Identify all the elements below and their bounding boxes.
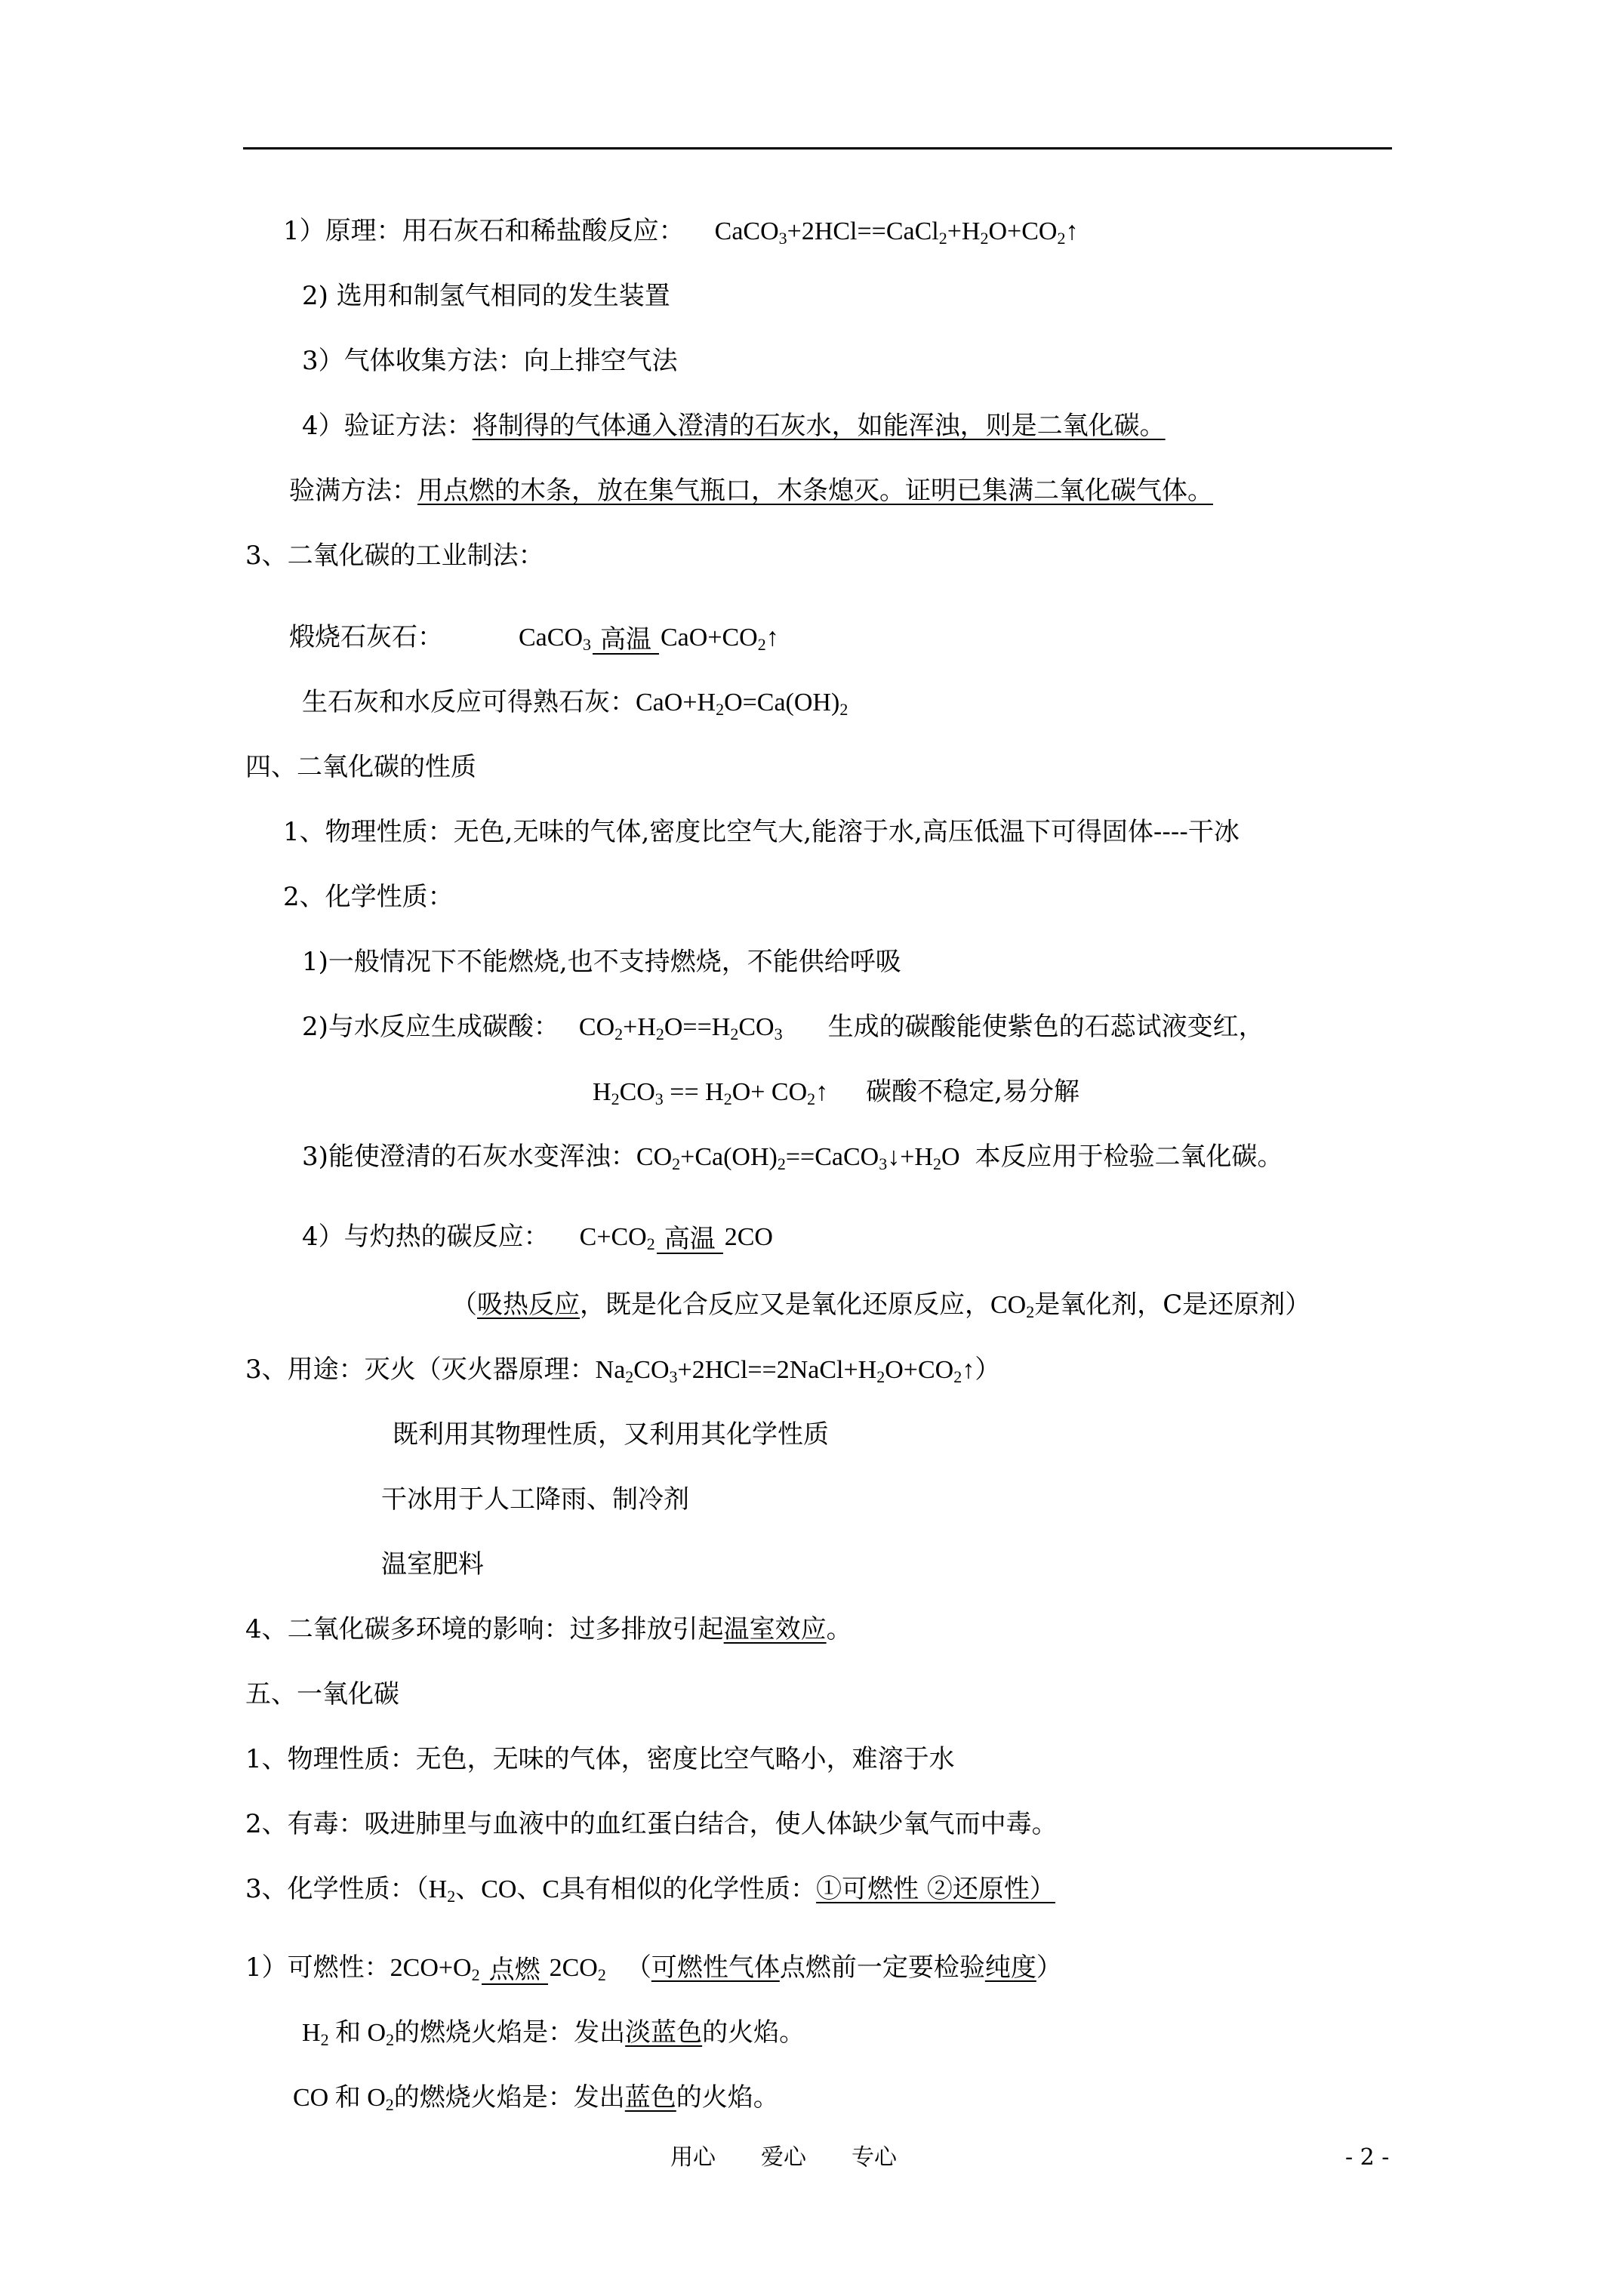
line-apparatus: 2) 选用和制氢气相同的发生装置 [302,281,670,311]
equation-carbonic-acid: $CO_2+H_2O==H_2CO_3$ [578,1013,783,1043]
pale-blue-text: 淡蓝色 [625,2017,703,2048]
line-slaked-lime [302,686,848,720]
section-properties: 四、二氧化碳的性质 [245,752,476,782]
page-number: - 2 - [1345,2144,1390,2171]
blue-text: 蓝色 [624,2082,676,2113]
check-full-label: 验满方法： [289,476,417,506]
reducers-formula: $H_2$、CO、C [428,1875,560,1906]
limewater-label: 3)能使澄清的石灰水变浑浊： [302,1142,636,1172]
line-combustible [245,1951,1062,1985]
uses-label: 3、用途：灭火（灭火器原理： [245,1354,596,1385]
co-chemical-label: 3、化学性质：（ [245,1874,429,1904]
combustible-gas-text: 可燃性气体 [651,1952,780,1983]
line-principle [283,214,1078,248]
slaked-lime-label: 生石灰和水反应可得熟石灰： [302,687,636,717]
carbonic-acid-label: 2)与水反应生成碳酸： [302,1012,559,1042]
section-industrial: 3、二氧化碳的工业制法： [245,541,544,571]
line-redox-note [451,1288,1310,1322]
equation-hot-carbon: $C+CO_2$ 高温 2CO [579,1223,773,1254]
line-hot-carbon [302,1220,773,1254]
equation-calcine: CaCO$_3$ 高温 $CaO+CO_2↑$ [519,624,779,655]
litmus-text: 生成的碳酸能使紫色的石蕊试液变红， [827,1012,1264,1042]
environment-end: 。 [826,1614,852,1644]
line-fertilizer: 温室肥料 [381,1549,484,1579]
equation-slaked-lime: $CaO+H_2O=Ca(OH)_2$ [636,689,848,719]
header-rule [243,147,1392,149]
line-co-physical: 1、物理性质：无色，无味的气体，密度比空气略小，难溶于水 [245,1744,955,1774]
equation-co-combustion: $2CO+O_2$ 点燃 $2CO_2$ [390,1954,606,1985]
hot-carbon-label: 4）与灼热的碳反应： [302,1222,550,1252]
verify-text: 将制得的气体通入澄清的石灰水，如能浑浊，则是二氧化碳。 [472,411,1166,441]
h2-o2-formula: $H_2$ 和 $O_2$ [302,2019,395,2049]
equation-caco3-hcl: $CaCO_3+2HCl==CaCl_2+H_2O+CO_2↑$ [714,217,1079,248]
h2-flame-end: 的火焰。 [702,2017,805,2048]
line-verify [302,409,1166,442]
greenhouse-text: 温室效应 [723,1614,827,1644]
line-physical: 1、物理性质：无色,无味的气体,密度比空气大,能溶于水,高压低温下可得固体----干冰 [283,817,1240,847]
line-calcine [289,621,779,655]
co-flame-end: 的火焰。 [676,2082,779,2113]
environment-label: 4、二氧化碳多环境的影响：过多排放引起 [245,1614,724,1644]
equation-decompose: $H_2CO_3 == H_2O+$ $CO_2↑$ [593,1078,829,1108]
equation-limewater: $CO_2+Ca(OH)_2==CaCO_3↓+H_2O$ [636,1143,960,1173]
footer-motto: 用心 爱心 专心 [670,2144,897,2171]
condition-high-temp: 高温 [600,624,651,655]
decompose-text: 碳酸不稳定,易分解 [866,1077,1079,1107]
co-o2-formula: CO 和 $O_2$ [293,2084,394,2114]
line-environment [245,1613,852,1646]
principle-label: 1）原理：用石灰石和稀盐酸反应： [283,216,685,246]
h2-flame-mid: 的燃烧火焰是：发出 [394,2017,626,2048]
redox-mid: ，既是化合反应又是氧化还原反应， [580,1290,990,1320]
line-co-flame [293,2081,779,2115]
co-flame-mid: 的燃烧火焰是：发出 [393,2082,625,2113]
paren-close: ） [975,1354,1001,1385]
line-limewater [302,1140,1283,1174]
line-nonflammable: 1)一般情况下不能燃烧,也不支持燃烧，不能供给呼吸 [302,947,901,977]
endothermic-text: 吸热反应 [477,1290,580,1320]
co-chemical-mid: 具有相似的化学性质： [559,1874,817,1904]
line-co-chemical [245,1872,1055,1906]
check-full-text: 用点燃的木条，放在集气瓶口，木条熄灭。证明已集满二氧化碳气体。 [417,476,1213,506]
limewater-text: 本反应用于检验二氧化碳。 [975,1142,1283,1172]
co2-formula: $CO_2$ [990,1291,1035,1321]
condition-ignite: 点燃 [488,1955,540,1985]
paren-open: （ [451,1290,477,1320]
calcine-label: 煅烧石灰石： [289,622,443,652]
purity-text: 纯度 [984,1952,1036,1983]
co-properties-text: ①可燃性 ②还原性） [816,1874,1055,1904]
line-carbonic-acid [302,1010,1264,1044]
line-check-full [289,474,1213,507]
line-h2-flame [302,2016,805,2050]
combustible-open: （ [625,1952,651,1983]
redox-after: 是氧化剂，C是还原剂） [1034,1290,1311,1320]
line-co-toxic: 2、有毒：吸进肺里与血液中的血红蛋白结合，使人体缺少氧气而中毒。 [245,1809,1058,1839]
equation-extinguisher: $Na_2CO_3+2HCl==2NaCl+H_2O+CO_2↑$ [595,1356,975,1386]
combustible-mid: 点燃前一定要检验 [779,1952,985,1983]
condition-high-temp-2: 高温 [664,1224,716,1254]
combustible-label: 1）可燃性： [245,1952,390,1983]
verify-label: 4）验证方法： [302,411,473,441]
line-collection: 3）气体收集方法：向上排空气法 [302,346,678,376]
line-chemical: 2、化学性质： [283,882,454,912]
section-co: 五、一氧化碳 [245,1679,399,1709]
line-both-properties: 既利用其物理性质，又利用其化学性质 [393,1419,829,1450]
line-dry-ice: 干冰用于人工降雨、制冷剂 [381,1484,689,1515]
line-uses [245,1353,1000,1387]
line-decompose [593,1075,1079,1109]
combustible-close: ） [1036,1952,1062,1983]
